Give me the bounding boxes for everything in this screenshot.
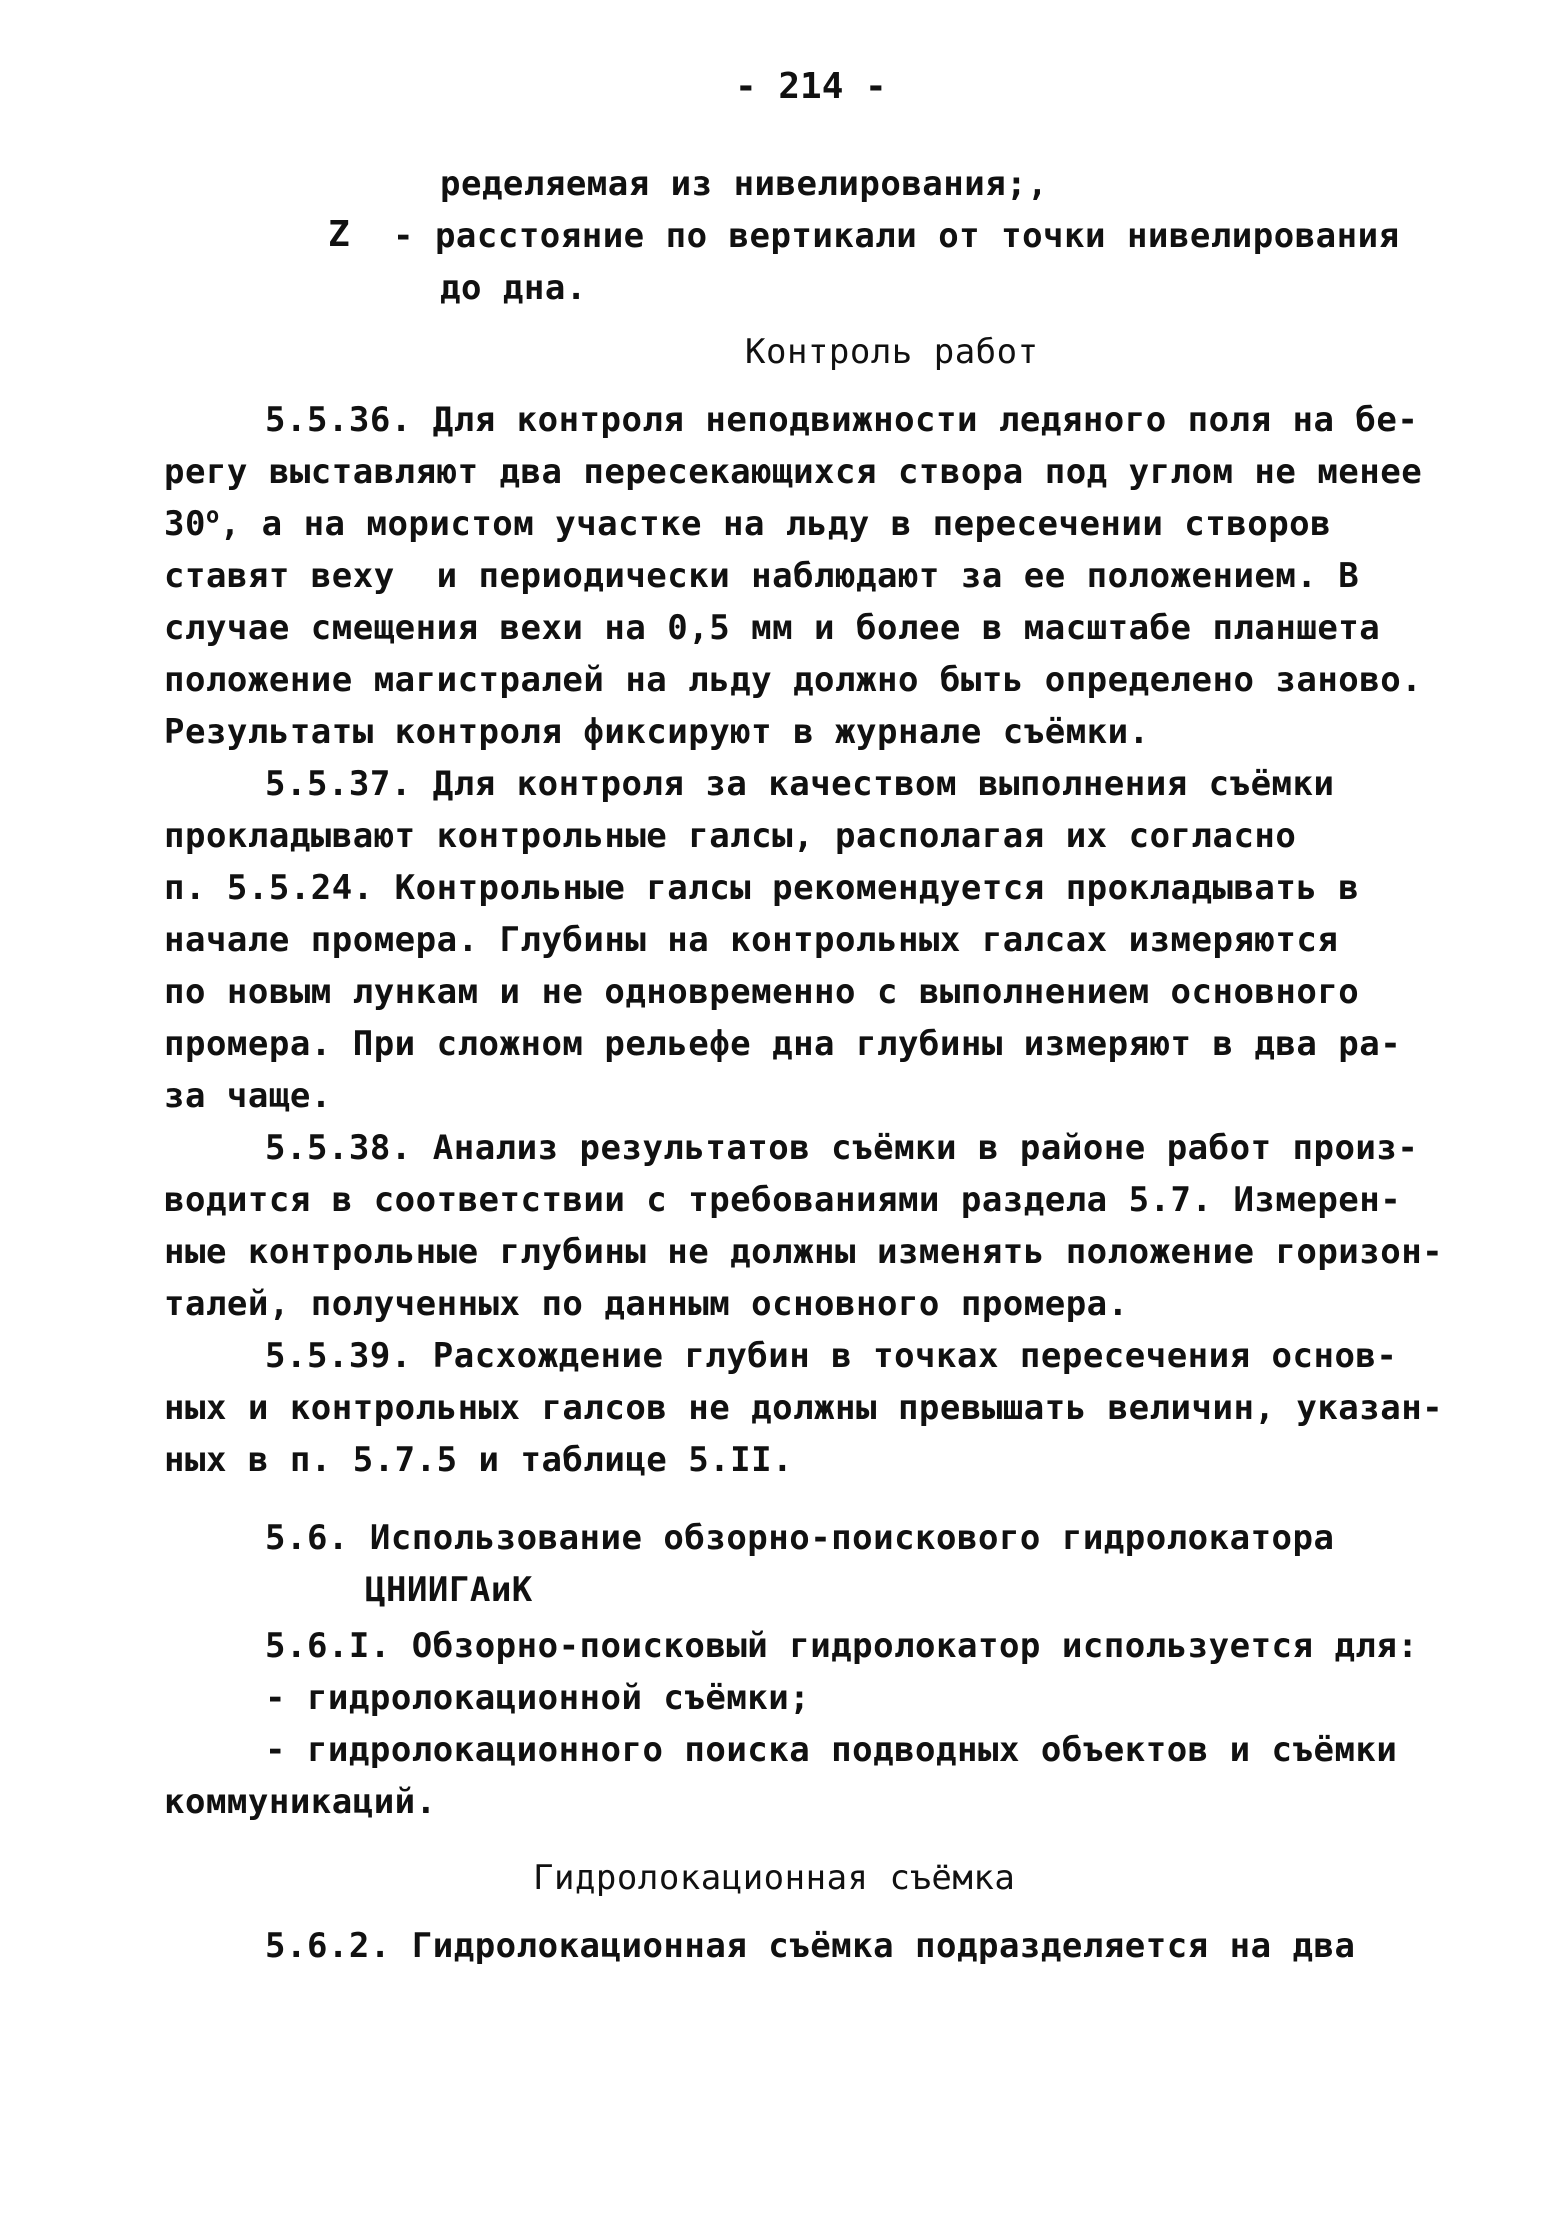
paragraph-line: Результаты контроля фиксируют в журнале съёмки. <box>164 712 1150 752</box>
paragraph-line: по новым лункам и не одновременно с выполнением основного <box>164 972 1360 1012</box>
paragraph-line: случае смещения вехи на 0,5 мм и более в масштабе планшета <box>164 608 1381 648</box>
paragraph-line: промера. При сложном рельефе дна глубины измеряют в два ра- <box>164 1024 1402 1064</box>
section-title: ЦНИИГАиК <box>365 1570 533 1610</box>
section-heading: Гидролокационная съёмка <box>533 1858 1016 1898</box>
section-heading: Контроль работ <box>745 332 1039 372</box>
variable-symbol: Z <box>328 214 350 255</box>
list-item: - гидролокационной съёмки; <box>265 1678 811 1718</box>
paragraph-line: за чаще. <box>164 1076 332 1116</box>
definition-line: - расстояние по вертикали от точки нивелирования <box>393 216 1400 256</box>
paragraph-line: ных и контрольных галсов не должны превышать величин, указан- <box>164 1388 1444 1428</box>
paragraph-line: ных в п. 5.7.5 и таблице 5.II. <box>164 1440 794 1480</box>
list-item: коммуникаций. <box>164 1782 437 1822</box>
paragraph-line: 5.6.I. Обзорно-поисковый гидролокатор используется для: <box>265 1626 1419 1666</box>
paragraph-line <box>164 504 1331 544</box>
paragraph-text: , а на мористом участке на льду в пересечении створов <box>219 504 1332 544</box>
paragraph-line: прокладывают контрольные галсы, располагая их согласно <box>164 816 1297 856</box>
definition-line: до дна. <box>440 268 587 308</box>
paragraph-line: талей, полученных по данным основного промера. <box>164 1284 1129 1324</box>
degree-mark: o <box>205 503 220 529</box>
page-number: - 214 - <box>735 66 887 107</box>
section-title: 5.6. Использование обзорно-поискового гидролокатора <box>265 1518 1335 1558</box>
paragraph-line: ные контрольные глубины не должны изменять положение горизон- <box>164 1232 1444 1272</box>
paragraph-line: регу выставляют два пересекающихся створа под углом не менее <box>164 452 1423 492</box>
angle-value: 30 <box>164 504 206 544</box>
paragraph-line: п. 5.5.24. Контрольные галсы рекомендуется прокладывать в <box>164 868 1360 908</box>
paragraph-line: водится в соответствии с требованиями раздела 5.7. Измерен- <box>164 1180 1402 1220</box>
paragraph-line: 5.5.36. Для контроля неподвижности ледяного поля на бе- <box>265 400 1419 440</box>
paragraph-line: 5.5.37. Для контроля за качеством выполнения съёмки <box>265 764 1335 804</box>
paragraph-line: положение магистралей на льду должно быть определено заново. <box>164 660 1423 700</box>
paragraph-line: 5.6.2. Гидролокационная съёмка подразделяется на два <box>265 1926 1356 1966</box>
paragraph-line: ставят веху и периодически наблюдают за ее положением. В <box>164 556 1360 596</box>
paragraph-line: 5.5.39. Расхождение глубин в точках пересечения основ- <box>265 1336 1398 1376</box>
paragraph-line: начале промера. Глубины на контрольных галсах измеряются <box>164 920 1339 960</box>
definition-line: ределяемая из нивелирования;, <box>440 164 1049 204</box>
list-item: - гидролокационного поиска подводных объектов и съёмки <box>265 1730 1398 1770</box>
paragraph-line: 5.5.38. Анализ результатов съёмки в районе работ произ- <box>265 1128 1419 1168</box>
